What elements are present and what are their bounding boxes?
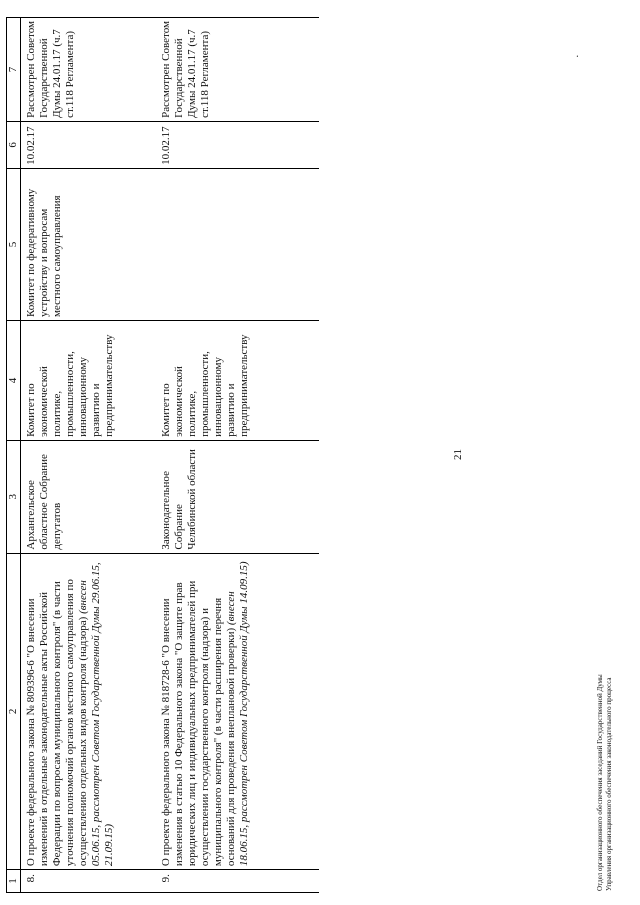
col-header-2: 2 [7, 553, 21, 869]
col-header-5: 5 [7, 168, 21, 320]
status: Рассмотрен Советом Государственной Думы 24.01.17 (ч.7 ст.118 Регламента) [21, 18, 159, 122]
deadline-date: 10.02.17 [21, 121, 159, 168]
bill-title-cell [21, 553, 159, 869]
co-executor-committee [159, 168, 319, 320]
col-header-1: 1 [7, 870, 21, 893]
bill-title: О проекте федерального закона № 818728-6 "О внесении изменения в статью 10 Федерального закона "О защите прав юридических лиц и индивидуальных предпринимателей при осуществлении государственного контроля (надзора) и муниципального контроля" (в части расширения перечня оснований для проведения внеплановой проверки) [159, 580, 237, 867]
bill-note: (внесен 18.06.15, рассмотрен Советом Государственной Думы 14.09.15) [224, 561, 250, 867]
col-header-3: 3 [7, 440, 21, 553]
footer-line-2: Управления организационного обеспечения законодательного процесса [605, 677, 613, 891]
table-header-row [7, 18, 21, 893]
bill-title-cell [159, 553, 319, 869]
initiator: Архангельское областное Собрание депутатов [21, 440, 159, 553]
bill-note: (внесен 05.06.15, рассмотрен Советом Государственной Думы 29.06.15, 21.09.15) [77, 562, 115, 867]
responsible-committee: Комитет по экономической политике, промышленности, инновационному развитию и предпринимательству [159, 321, 319, 441]
corner-mark: · [572, 54, 584, 58]
col-header-6: 6 [7, 121, 21, 168]
bills-table [6, 17, 319, 893]
initiator: Законодательное Собрание Челябинской области [159, 440, 319, 553]
footer-note [596, 674, 614, 891]
row-number: 9. [159, 870, 319, 893]
col-header-7: 7 [7, 18, 21, 122]
co-executor-committee: Комитет по федеративному устройству и вопросам местного самоуправления [21, 168, 159, 320]
footer-line-1: Отдел организационного обеспечения заседаний Государственной Думы [596, 674, 604, 891]
col-header-4: 4 [7, 321, 21, 441]
responsible-committee: Комитет по экономической политике, промышленности, инновационному развитию и предпринимательству [21, 321, 159, 441]
bill-title: О проекте федерального закона № 809396-6 "О внесении изменений в отдельные законодательные акты Российской Федерации по вопросам муниципального контроля" (в части уточнения полномочий органов местного самоуправления по осуществлению отдельных видов контроля (надзора) [25, 579, 89, 867]
page-number: 21 [452, 449, 464, 460]
table-row [159, 18, 319, 893]
table-row [21, 18, 159, 893]
row-number: 8. [21, 870, 159, 893]
deadline-date: 10.02.17 [159, 121, 319, 168]
status: Рассмотрен Советом Государственной Думы 24.01.17 (ч.7 ст.118 Регламента) [159, 18, 319, 122]
